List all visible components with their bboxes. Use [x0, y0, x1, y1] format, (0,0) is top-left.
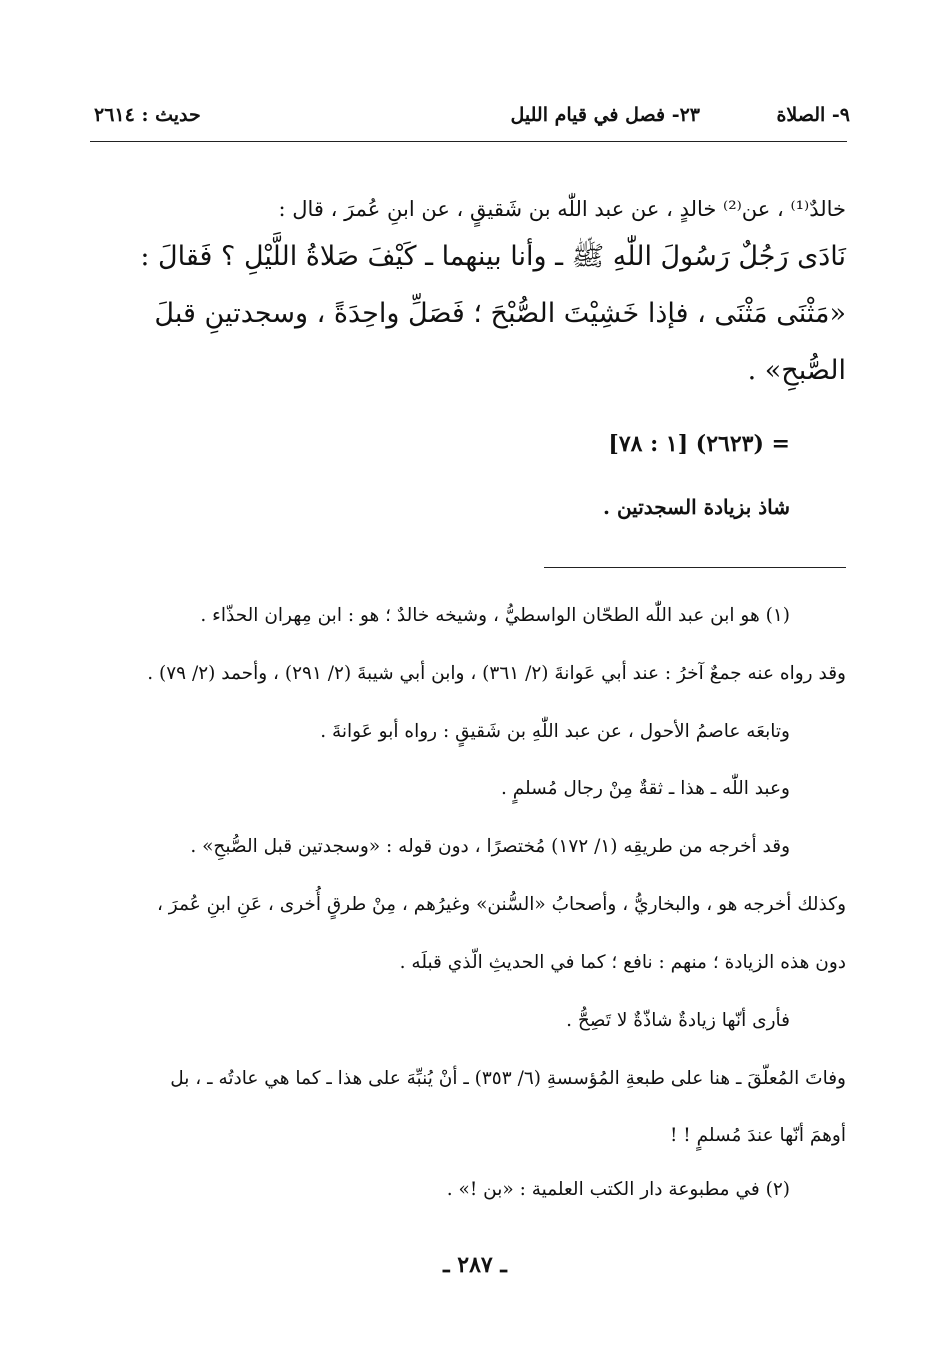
- isnad-line: خالدٌ⁽¹⁾ ، عن⁽²⁾ خالدٍ ، عن عبد اللّٰه بن شَقيقٍ ، عن ابنِ عُمرَ ، قال :: [278, 197, 846, 221]
- footnote-line: (٢) في مطبوعة دار الكتب العلمية : «بن !» .: [446, 1179, 790, 1200]
- section-title: ٩- الصلاة: [776, 104, 850, 126]
- footnote-line: وكذلك أخرجه هو ، والبخاريُّ ، وأصحابُ «السُّنن» وغيرُهم ، مِنْ طرقٍ أُخرى ، عَنِ ابنِ عُمرَ ،: [156, 894, 846, 915]
- running-header: [90, 100, 850, 140]
- footnote-line: وقد أخرجه من طريقِه (١/ ١٧٢) مُختصرًا ، دون قوله : «وسجدتين قبل الصُّبحِ» .: [190, 836, 790, 857]
- header-divider: [90, 141, 847, 142]
- matn-line-2: «مَثْنَى مَثْنَى ، فإذا خَشِيْتَ الصُّبْحَ ؛ فَصَلِّ واحِدَةً ، وسجدتينِ قبلَ: [154, 298, 846, 329]
- footnote-line: وعبد اللّٰه ـ هذا ـ ثقةٌ مِنْ رجال مُسلمٍ .: [500, 778, 790, 799]
- footnote-line: فأرى أنّها زيادةٌ شاذّةٌ لا تَصِحُّ .: [566, 1010, 790, 1031]
- matn-line-1: نَادَى رَجُلٌ رَسُولَ اللّٰهِ ﷺ ـ وأنا بينهما ـ كَيْفَ صَلاةُ اللَّيْلِ ؟ فَقالَ :: [140, 241, 846, 272]
- grading-verdict: شاذ بزيادة السجدتين .: [603, 495, 790, 519]
- hadith-text: [90, 190, 846, 399]
- footnote-divider: [544, 567, 846, 568]
- footnote-line: (١) هو ابن عبد اللّٰه الطحّان الواسطيُّ ، وشيخه خالدٌ ؛ هو : ابن مِهران الحذّاء .: [200, 605, 790, 626]
- page-number: ـ ٢٨٧ ـ: [443, 1252, 507, 1278]
- takhrij-reference: = (٢٦٢٣) [١ : ٧٨]: [608, 431, 790, 457]
- footnote-line: وتابعَه عاصمُ الأحول ، عن عبد اللّٰهِ بن شَقيقٍ : رواه أبو عَوانةَ .: [320, 721, 790, 742]
- footnote-line: دون هذه الزيادة ؛ منهم : نافع ؛ كما في الحديثِ الّذي قبلَه .: [399, 952, 846, 973]
- footnote-line: وقد رواه عنه جمعٌ آخرُ : عند أبي عَوانةَ (٢/ ٣٦١) ، وابن أبي شيبةَ (٢/ ٢٩١) ، وأحمد (٢/ ٧٩) .: [147, 663, 846, 684]
- footnote-line: أوهمَ أنّها عندَ مُسلمٍ ! !: [669, 1125, 846, 1146]
- chapter-title: ٢٣- فصل في قيام الليل: [510, 104, 700, 126]
- matn-line-3: الصُّبحِ» .: [747, 355, 846, 386]
- hadith-number: حديث : ٢٦١٤: [94, 104, 201, 126]
- footnote-line: وفاتَ المُعلّقَ ـ هنا على طبعةِ المُؤسسةِ (٦/ ٣٥٣) ـ أنْ يُنبِّهَ على هذا ـ كما هي عادتُه ـ ، بل: [170, 1068, 846, 1089]
